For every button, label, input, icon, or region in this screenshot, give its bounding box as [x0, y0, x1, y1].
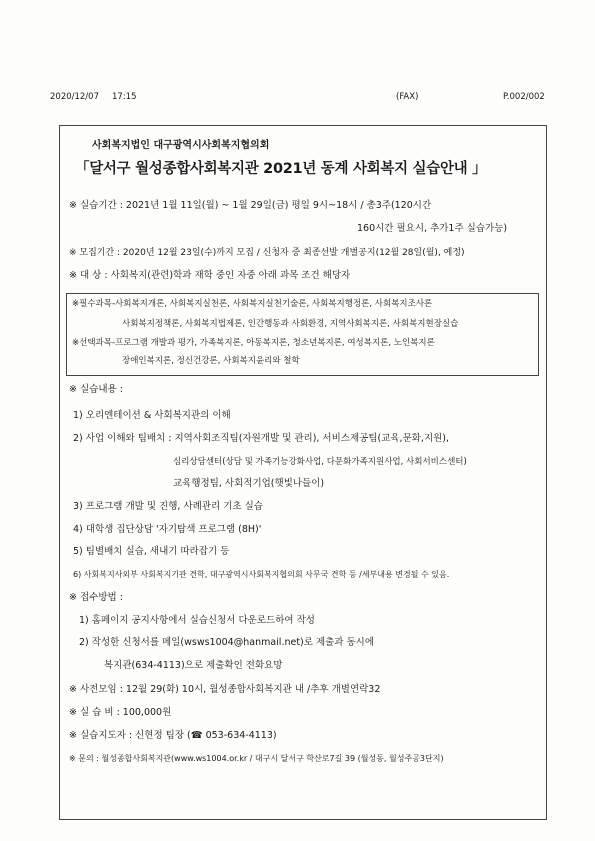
inquiry: ※ 문의 : 월성종합사회복지관(www.ws1004.or.kr / 대구시 달서구 학산로7길 39 (월성동, 월성주공3단지) — [69, 754, 444, 763]
organization-name: 사회복지법인 대구광역시사회복지협의회 — [92, 140, 270, 151]
content-item: 6) 사회복지사외부 사회복지기관 견학, 대구광역시사회복지협의회 사무국 견학 등 /세부내용 변경될 수 있음. — [73, 570, 450, 579]
content-item: 2) 사업 이해와 팀배치 : 지역사회조직팀(자원개발 및 관리), 서비스제공팀(교육,문화,지원), — [73, 433, 450, 444]
content-item: 교육행정팀, 사회적기업(햇빛나들이) — [173, 478, 325, 489]
required-subjects-line-1: ※필수과목-사회복지개론, 사회복지실천론, 사회복지실천기술론, 사회복지행정론, 사회복지조사론 — [72, 299, 433, 309]
apply-item: 2) 작성한 신청서를 메일(wsws1004@hanmail.net)로 제출과 동시에 — [79, 637, 375, 648]
content-item: 4) 대학생 집단상담 '자기탐색 프로그램 (8H)' — [73, 524, 262, 535]
apply-heading: ※ 접수방법 : — [69, 592, 123, 603]
fax-header — [0, 92, 595, 106]
content-item: 1) 오리엔테이션 & 사회복지관의 이해 — [73, 410, 231, 421]
period-line-2: 160시간 필요시, 추가1주 실습가능) — [357, 223, 508, 234]
content-item: 3) 프로그램 개발 및 진행, 사례관리 기초 실습 — [73, 501, 263, 512]
elective-subjects-line-1: ※선택과목-프로그램 개발과 평가, 가족복지론, 아동복지론, 청소년복지론, 여성복지론, 노인복지론 — [72, 338, 435, 348]
required-subjects-line-2: 사회복지정책론, 사회복지법제론, 인간행동과 사회환경, 지역사회복지론, 사회복지현장실습 — [122, 319, 459, 329]
fax-time: 17:15 — [112, 92, 137, 102]
content-heading: ※ 실습내용 : — [69, 384, 123, 395]
fax-date: 2020/12/07 — [50, 92, 99, 102]
period-line-1: ※ 실습기간 : 2021년 1월 11일(월) ~ 1월 29일(금) 평일 9시~18시 / 총3주(120시간 — [69, 200, 432, 211]
apply-item: 1) 홈페이지 공지사항에서 실습신청서 다운로드하여 작성 — [79, 615, 315, 626]
content-item: 심리상담센터(상담 및 가족기능강화사업, 다문화가족지원사업, 사회서비스센터) — [173, 457, 467, 467]
fax-label: (FAX) — [396, 92, 419, 102]
fax-page-number: P.002/002 — [503, 92, 545, 102]
pre-meeting: ※ 사전모임 : 12월 29(화) 10시, 월성종합사회복지관 내 /추후 개별연락32 — [69, 684, 381, 695]
document-title: 「달서구 월성종합사회복지관 2021년 동계 사회복지 실습안내 」 — [75, 161, 487, 177]
practice-fee: ※ 실 습 비 : 100,000원 — [69, 707, 172, 718]
supervisor: ※ 실습지도자 : 신현정 팀장 (☎ 053-634-4113) — [69, 730, 277, 741]
content-item: 5) 팀별배치 실습, 새내기 따라잡기 등 — [73, 546, 230, 557]
elective-subjects-line-2: 장애인복지론, 정신건강론, 사회복지윤리와 철학 — [122, 356, 300, 366]
apply-item: 복지관(634-4113)으로 제출확인 전화요망 — [104, 660, 283, 671]
target: ※ 대 상 : 사회복지(관련)학과 재학 중인 자중 아래 과목 조건 해당자 — [69, 270, 351, 281]
recruit-period: ※ 모집기간 : 2020년 12월 23일(수)까지 모집 / 신청자 중 최종선발 개별공지(12월 28일(월), 예정) — [69, 248, 465, 258]
